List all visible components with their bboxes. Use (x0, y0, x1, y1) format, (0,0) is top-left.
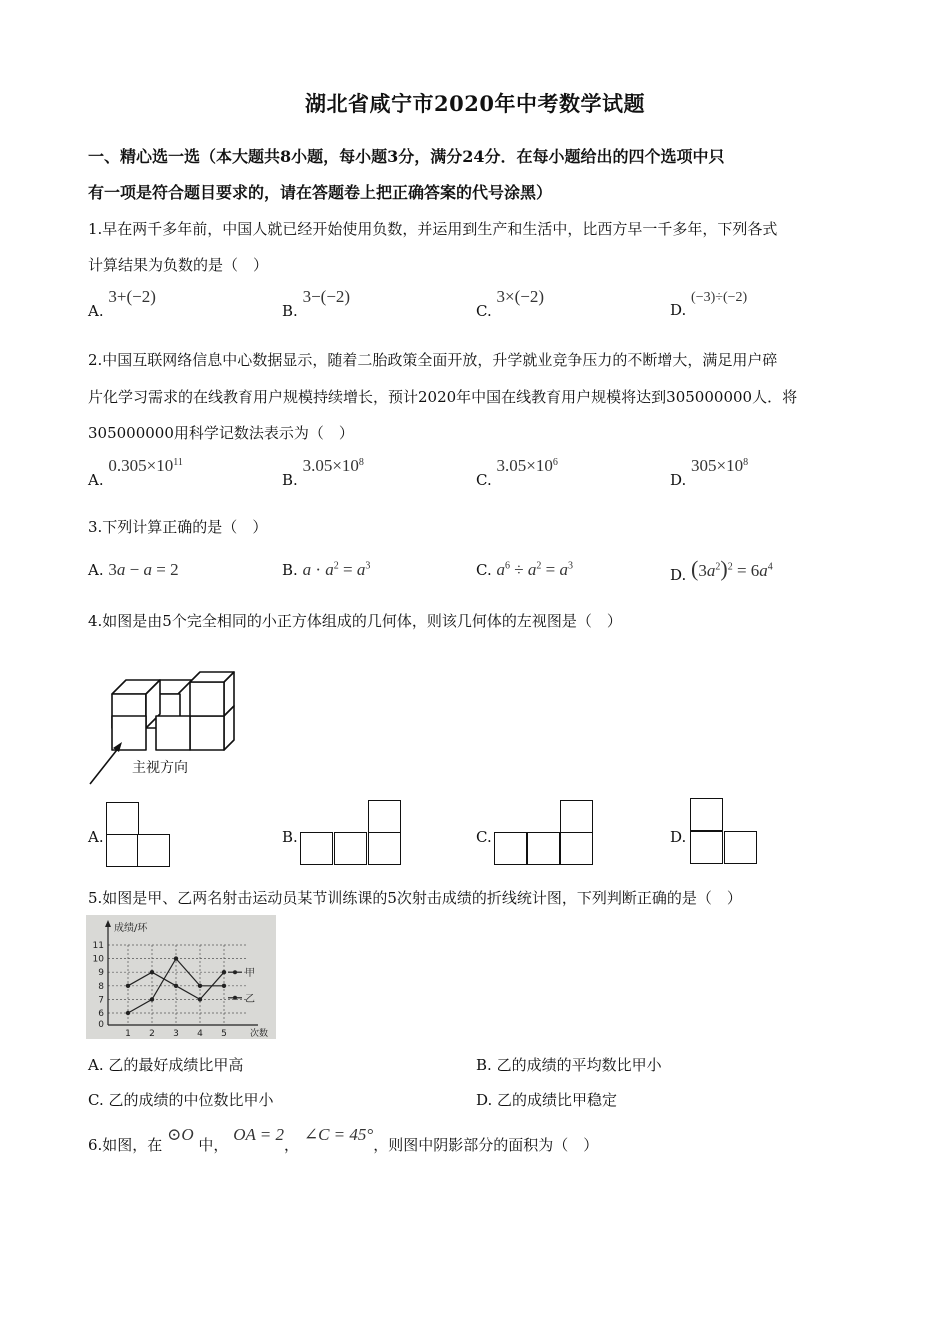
chart-point-乙 (222, 984, 226, 988)
q2-option-c[interactable]: C. $3.05\times 10^6$ (476, 456, 558, 489)
page-title: 湖北省咸宁市2020年中考数学试题 (305, 91, 645, 116)
chart-y-tick-label: 7 (98, 995, 104, 1006)
q2-option-a[interactable]: A. $0.305\times 10^{11}$ (88, 456, 183, 489)
q3-option-a-formula: 3a − a = 2 (108, 560, 179, 579)
chart-y-tick-label: 6 (98, 1009, 104, 1019)
q5-stem: 5.如图是甲、乙两名射击运动员某节训练课的5次射击成绩的折线统计图，下列判断正确的是（ ） (88, 889, 742, 907)
q3-option-a[interactable]: A. 3a − a = 2 (88, 560, 179, 579)
score-chart-svg (86, 915, 276, 1039)
q3-option-d[interactable]: D. $(3a^2)^2 = 6a^4$ (670, 556, 773, 584)
section-heading-line2: 有一项是符合题目要求的，请在答题卷上把正确答案的代号涂黑） (88, 183, 553, 202)
chart-legend-marker-乙 (233, 996, 237, 1000)
q1-option-d[interactable]: D. (−3)÷(−2) (670, 290, 748, 319)
chart-legend-label: 乙 (245, 993, 255, 1005)
chart-y-tick-label: 11 (92, 941, 104, 951)
q2-stem-line3: 305000000用科学记数法表示为（ ） (88, 424, 354, 442)
q4-option-a-label[interactable]: A. (88, 828, 104, 846)
chart-point-甲 (222, 970, 226, 974)
chart-point-乙 (198, 984, 202, 988)
chart-y-tick-label: 0 (98, 1020, 104, 1030)
q4-option-b-label[interactable]: B. (282, 828, 298, 846)
q5-option-d[interactable]: D. 乙的成绩比甲稳定 (476, 1091, 618, 1109)
q5-option-b[interactable]: B. 乙的成绩的平均数比甲小 (476, 1056, 662, 1074)
chart-legend-label: 甲 (245, 968, 255, 980)
q6-stem: 6.如图，在 ⊙O 中， OA = 2， ∠C = 45°，则图中阴影部分的面积为（ ） (88, 1125, 599, 1154)
q2-stem-line2: 片化学习需求的在线教育用户规模持续增长，预计2020年中国在线教育用户规模将达到305000000人．将 (88, 388, 798, 406)
q1-option-b[interactable]: B. 3−(−2) (282, 287, 351, 320)
q4-option-b-figure (300, 800, 404, 866)
chart-y-tick-label: 8 (98, 981, 104, 992)
q3-option-d-formula: $(3a^2)^2 = 6a^4$ (691, 556, 773, 581)
chart-y-tick-label: 10 (92, 954, 104, 965)
chart-x-axis-label: 次数 (250, 1029, 269, 1039)
chart-x-tick-label: 1 (125, 1029, 131, 1039)
chart-y-arrow (105, 920, 111, 927)
q4-option-c-label[interactable]: C. (476, 828, 492, 846)
q3-option-c[interactable]: C. $a^6 \div a^2 = a^3$ (476, 560, 573, 579)
q1-option-a[interactable]: A. 3+(−2) (88, 287, 156, 320)
q1-option-c[interactable]: C. 3×(−2) (476, 287, 544, 320)
view-direction-label: 主视方向 (132, 760, 188, 776)
chart-point-甲 (150, 970, 154, 974)
chart-point-甲 (198, 997, 202, 1001)
q5-option-c[interactable]: C. 乙的成绩的中位数比甲小 (88, 1091, 274, 1109)
chart-x-tick-label: 4 (197, 1029, 203, 1039)
chart-legend-marker-甲 (233, 970, 237, 974)
chart-point-乙 (126, 1011, 130, 1015)
q3-option-b[interactable]: B. $a \cdot a^2 = a^3$ (282, 560, 371, 579)
q4-option-d-figure (690, 798, 760, 866)
chart-x-tick-label: 2 (149, 1029, 155, 1039)
score-line-chart (86, 915, 276, 1039)
chart-y-axis-label: 成绩/环 (114, 923, 148, 934)
q1-stem-line2: 计算结果为负数的是（ ） (88, 256, 269, 274)
section-heading-line1: 一、精心选一选（本大题共8小题，每小题3分，满分24分．在每小题给出的四个选项中只 (88, 147, 725, 166)
chart-point-乙 (174, 956, 178, 960)
q4-option-d-label[interactable]: D. (670, 828, 687, 846)
q4-option-c-figure (494, 800, 598, 866)
q4-option-a-figure (106, 802, 170, 868)
chart-x-tick-label: 5 (221, 1029, 227, 1039)
q3-stem: 3.下列计算正确的是（ ） (88, 518, 268, 536)
chart-x-tick-label: 3 (173, 1029, 179, 1039)
q5-option-a[interactable]: A. 乙的最好成绩比甲高 (88, 1056, 244, 1074)
chart-y-tick-label: 9 (98, 968, 104, 979)
chart-point-甲 (126, 984, 130, 988)
q3-option-c-formula: $a^6 \div a^2 = a^3$ (496, 560, 573, 579)
chart-point-甲 (174, 984, 178, 988)
q4-stem: 4.如图是由5个完全相同的小正方体组成的几何体，则该几何体的左视图是（ ） (88, 612, 622, 630)
q1-stem-line1: 1.早在两千多年前，中国人就已经开始使用负数，并运用到生产和生活中，比西方早一千多年，下列各式 (88, 220, 778, 238)
chart-point-乙 (150, 997, 154, 1001)
q2-stem-line1: 2.中国互联网络信息中心数据显示，随着二胎政策全面开放，升学就业竞争压力的不断增大，满足用户碎 (88, 351, 778, 369)
q2-option-b[interactable]: B. $3.05\times 10^8$ (282, 456, 364, 489)
q2-option-d[interactable]: D. $305\times 10^8$ (670, 456, 749, 489)
q3-option-b-formula: $a \cdot a^2 = a^3$ (302, 560, 371, 579)
